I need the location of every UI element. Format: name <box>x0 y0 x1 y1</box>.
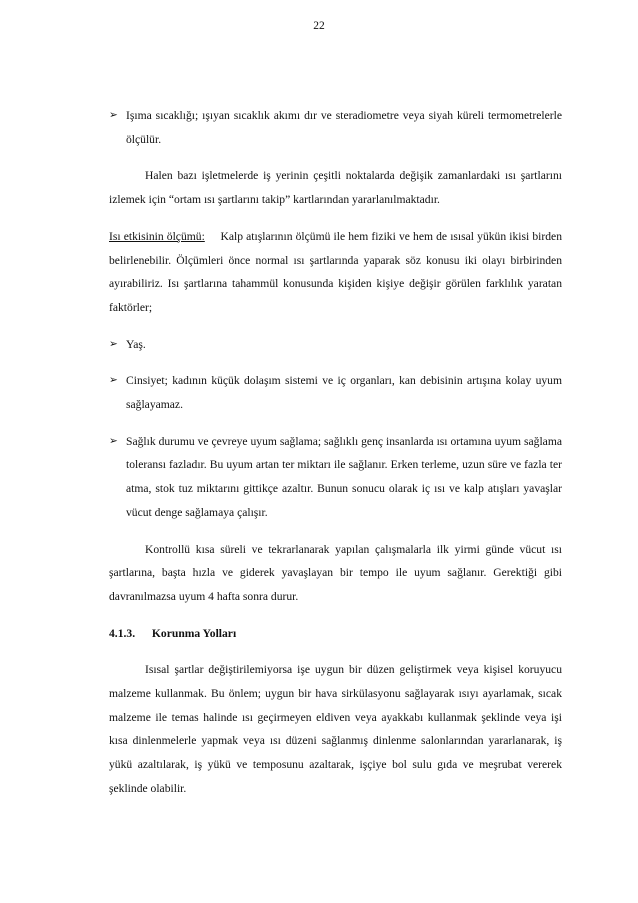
arrow-bullet-icon: ➢ <box>109 435 118 447</box>
arrow-bullet-icon: ➢ <box>109 110 118 121</box>
arrow-bullet-icon: ➢ <box>109 375 118 387</box>
paragraph-acclimatization: Kontrollü kısa süreli ve tekrarlanarak yapılan çalışmalarla ilk yirmi günde vücut ısı şartlarına, başta hızla ve giderek yavaşlayan bir tempo ile uyum sağlanır. Gerektiği gibi davranılmazsa uyum 4 hafta sonra durur. <box>109 542 562 603</box>
section-heading <box>109 622 562 646</box>
heat-effect-label: Isı etkisinin ölçümü: <box>109 229 205 243</box>
bullet-text: Cinsiyet; kadının küçük dolaşım sistemi ve iç organları, kan debisinin artışına kolay uyum sağlayamaz. <box>126 374 562 412</box>
bullet-item-gender <box>109 369 562 416</box>
bullet-text: Yaş. <box>126 337 146 351</box>
bullet-item-radiant-temperature <box>109 104 562 151</box>
paragraph-monitoring: Halen bazı işletmelerde iş yerinin çeşitli noktalarda değişik zamanlardaki ısı şartlarını izlemek için “ortam ısı şartlarını takip” kartlarından yararlanılmaktadır. <box>109 169 562 207</box>
page-body <box>109 104 562 801</box>
page-number: 22 <box>313 20 325 32</box>
bullet-item-health <box>109 430 562 525</box>
arrow-bullet-icon: ➢ <box>109 338 118 350</box>
bullet-text: Işıma sıcaklığı; ışıyan sıcaklık akımı dır ve steradiometre veya siyah küreli termometrelerle ölçülür. <box>126 109 562 146</box>
paragraph-heat-effect <box>109 225 562 320</box>
paragraph-protection: Isısal şartlar değiştirilemiyorsa işe uygun bir düzen geliştirmek veya kişisel koruyucu malzeme kullanmak. Bu önlem; uygun bir hava sirkülasyonu sağlayarak ısıyı ayarlamak, sıcak malzeme ile temas halinde ısı geçirmeyen eldiven veya ayakkabı kullanmak şeklinde veya işi kısa dinlenmelerle yapmak veya ısı düzeni sağlanmış dinlenme salonlarından yararlanarak, iş yükü azaltılarak, iş yükü ve temposunu azaltarak, işçiye bol sulu gıda ve meşrubat vererek şeklinde olabilir. <box>109 663 562 795</box>
section-number: 4.1.3. <box>109 626 136 640</box>
bullet-item-age <box>109 333 562 357</box>
heat-effect-text: Kalp atışlarının ölçümü ile hem fiziki ve hem de ısısal yükün ikisi birden belirlenebilir. Ölçümleri önce normal ısı şartlarında yaparak söz konusu iki olayı birbirinden ayırabiliriz. Isı şartlarına tahammül konusunda kişiden kişiye değişir görülen farklılık yaratan faktörler; <box>109 229 562 314</box>
section-title: Korunma Yolları <box>151 626 237 640</box>
bullet-text: Sağlık durumu ve çevreye uyum sağlama; sağlıklı genç insanlarda ısı ortamına uyum sağlama toleransı fazladır. Bu uyum artan ter miktarı ile sağlanır. Erken terleme, uzun süre ve fazla ter atma, stok tuz miktarını gittikçe azaltır. Bunun sonucu olarak iç ısı ve kalp atışları yavaşlar vücut denge sağlamaya çalışır. <box>126 434 562 519</box>
